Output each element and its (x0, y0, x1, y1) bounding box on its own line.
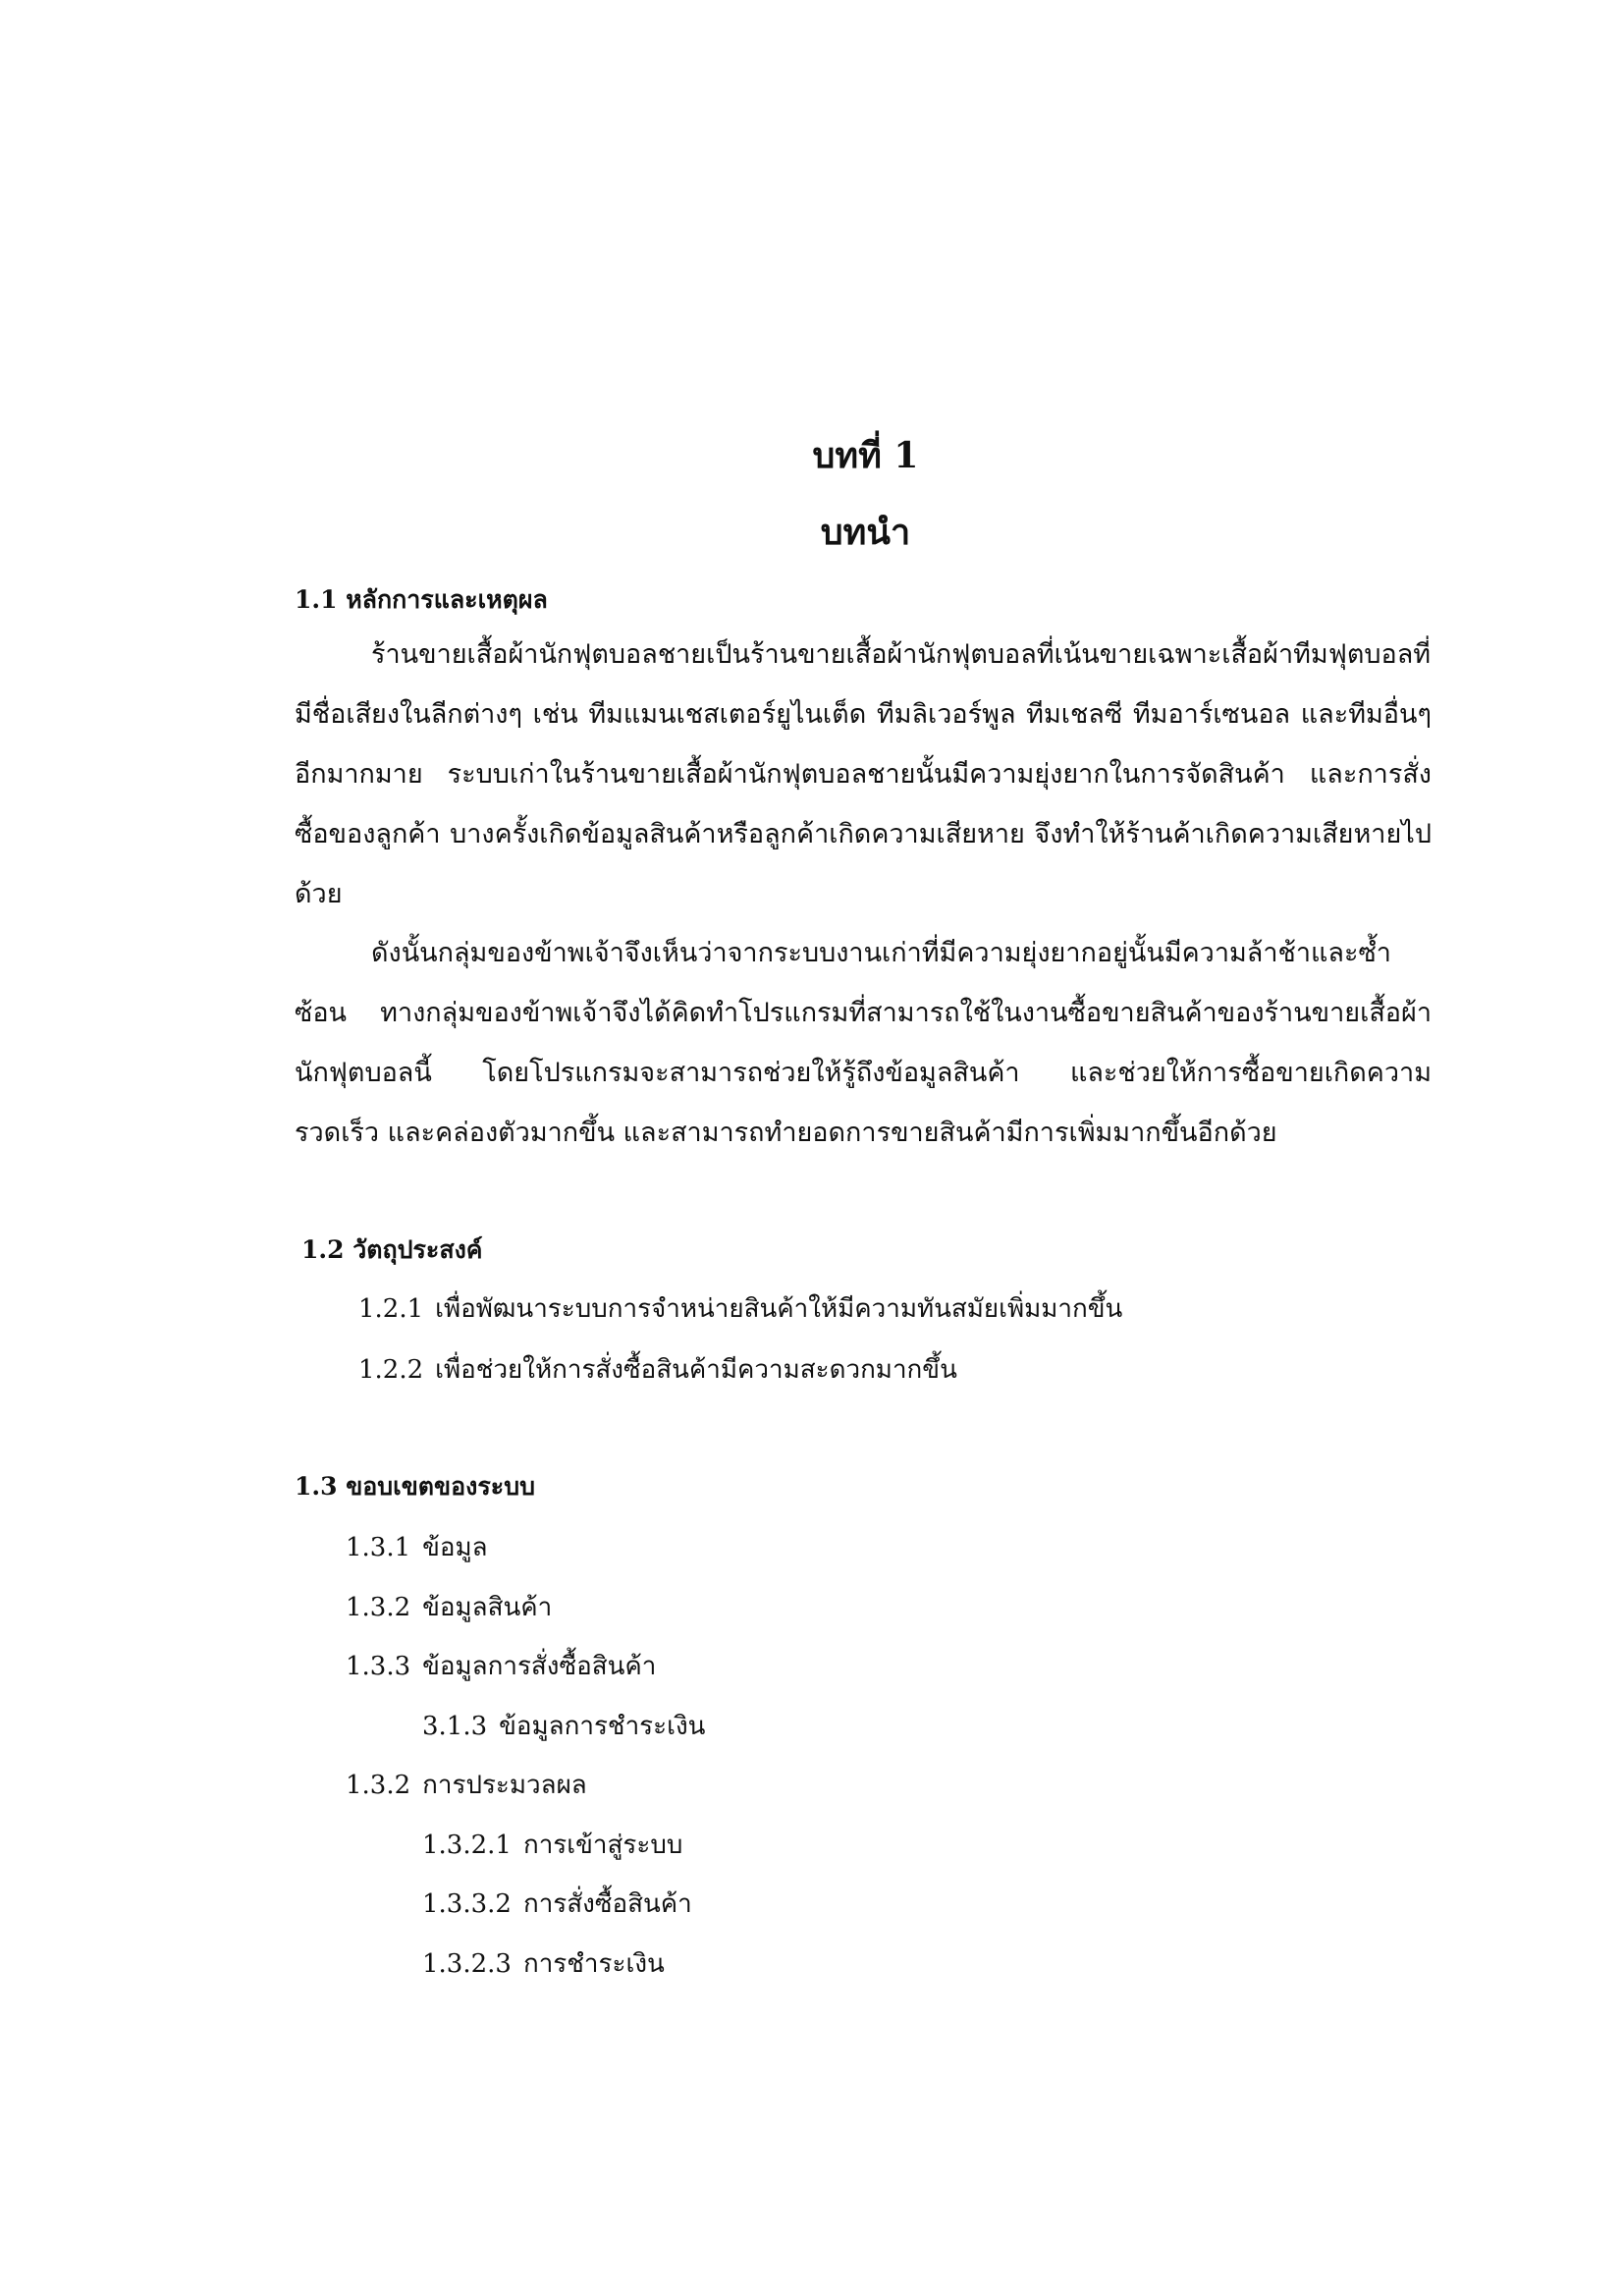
scope-subitem (422, 1885, 692, 1924)
item-text: การสั่งซื้อสินค้า (522, 1889, 692, 1919)
scope-item (346, 1528, 488, 1567)
objective-item (358, 1289, 1122, 1329)
item-number: 1.2.1 (358, 1294, 424, 1324)
item-text: เพื่อช่วยให้การสั่งซื้อสินค้ามีความสะดวกมากขึ้น (435, 1355, 957, 1385)
item-number: 1.3.1 (346, 1533, 411, 1562)
paragraph-background: ร้านขายเสื้อผ้านักฟุตบอลชายเป็นร้านขายเสื้อผ้านักฟุตบอลที่เน้นขายเฉพาะเสื้อผ้าทีมฟุตบอลที่มีชื่อเสียงในลีกต่างๆ เช่น ทีมแมนเชสเตอร์ยูไนเต็ด ทีมลิเวอร์พูล ทีมเชลซี ทีมอาร์เซนอล และทีมอื่นๆอีกมากมาย ระบบเก่าในร้านขายเสื้อผ้านักฟุตบอลชายนั้นมีความยุ่งยากในการจัดสินค้า และการสั่งซื้อของลูกค้า บางครั้งเกิดข้อมูลสินค้าหรือลูกค้าเกิดความเสียหาย จึงทำให้ร้านค้าเกิดความเสียหายไปด้วย (295, 639, 1432, 909)
item-text: ข้อมูลสินค้า (422, 1593, 553, 1622)
scope-item (346, 1588, 552, 1627)
item-text: ข้อมูล (422, 1533, 488, 1562)
item-text: เพื่อพัฒนาระบบการจำหน่ายสินค้าให้มีความทันสมัยเพิ่มมากขึ้น (435, 1294, 1123, 1324)
scope-subitem (422, 1707, 705, 1746)
item-number: 1.3.2 (346, 1771, 411, 1800)
item-number: 1.3.3.2 (422, 1889, 512, 1919)
scope-item (346, 1647, 656, 1686)
item-number: 1.2.2 (358, 1355, 424, 1385)
chapter-title: บทนำ (820, 512, 911, 553)
chapter-number: บทที่ 1 (812, 435, 919, 476)
objective-item (358, 1350, 957, 1390)
item-number: 1.3.2.3 (422, 1949, 512, 1979)
item-text: ข้อมูลการชำระเงิน (499, 1712, 706, 1741)
section-heading-principles: 1.1 หลักการและเหตุผล (295, 585, 548, 614)
scope-subitem (422, 1944, 665, 1984)
item-text: การเข้าสู่ระบบ (522, 1831, 683, 1860)
paragraph-rationale: ดังนั้นกลุ่มของข้าพเจ้าจึงเห็นว่าจากระบบงานเก่าที่มีความยุ่งยากอยู่นั้นมีความล้าช้าและซ้ำซ้อน ทางกลุ่มของข้าพเจ้าจึงได้คิดทำโปรแกรมที่สามารถใช้ในงานซื้อขายสินค้าของร้านขายเสื้อผ้านักฟุตบอลนี้ โดยโปรแกรมจะสามารถช่วยให้รู้ถึงข้อมูลสินค้า และช่วยให้การซื้อขายเกิดความรวดเร็ว และคล่องตัวมากขึ้น และสามารถทำยอดการขายสินค้ามีการเพิ่มมากขึ้นอีกด้วย (295, 938, 1432, 1148)
item-text: การประมวลผล (422, 1771, 587, 1800)
item-text: การชำระเงิน (522, 1949, 665, 1979)
item-number: 1.3.3 (346, 1652, 411, 1681)
item-number: 1.3.2.1 (422, 1831, 512, 1860)
item-number: 1.3.2 (346, 1593, 411, 1622)
item-text: ข้อมูลการสั่งซื้อสินค้า (422, 1652, 657, 1681)
scope-subitem (422, 1826, 682, 1865)
scope-item (346, 1766, 587, 1805)
item-number: 3.1.3 (422, 1712, 488, 1741)
section-heading-scope: 1.3 ขอบเขตของระบบ (295, 1472, 535, 1501)
section-heading-objectives: 1.2 วัตถุประสงค์ (301, 1235, 483, 1264)
